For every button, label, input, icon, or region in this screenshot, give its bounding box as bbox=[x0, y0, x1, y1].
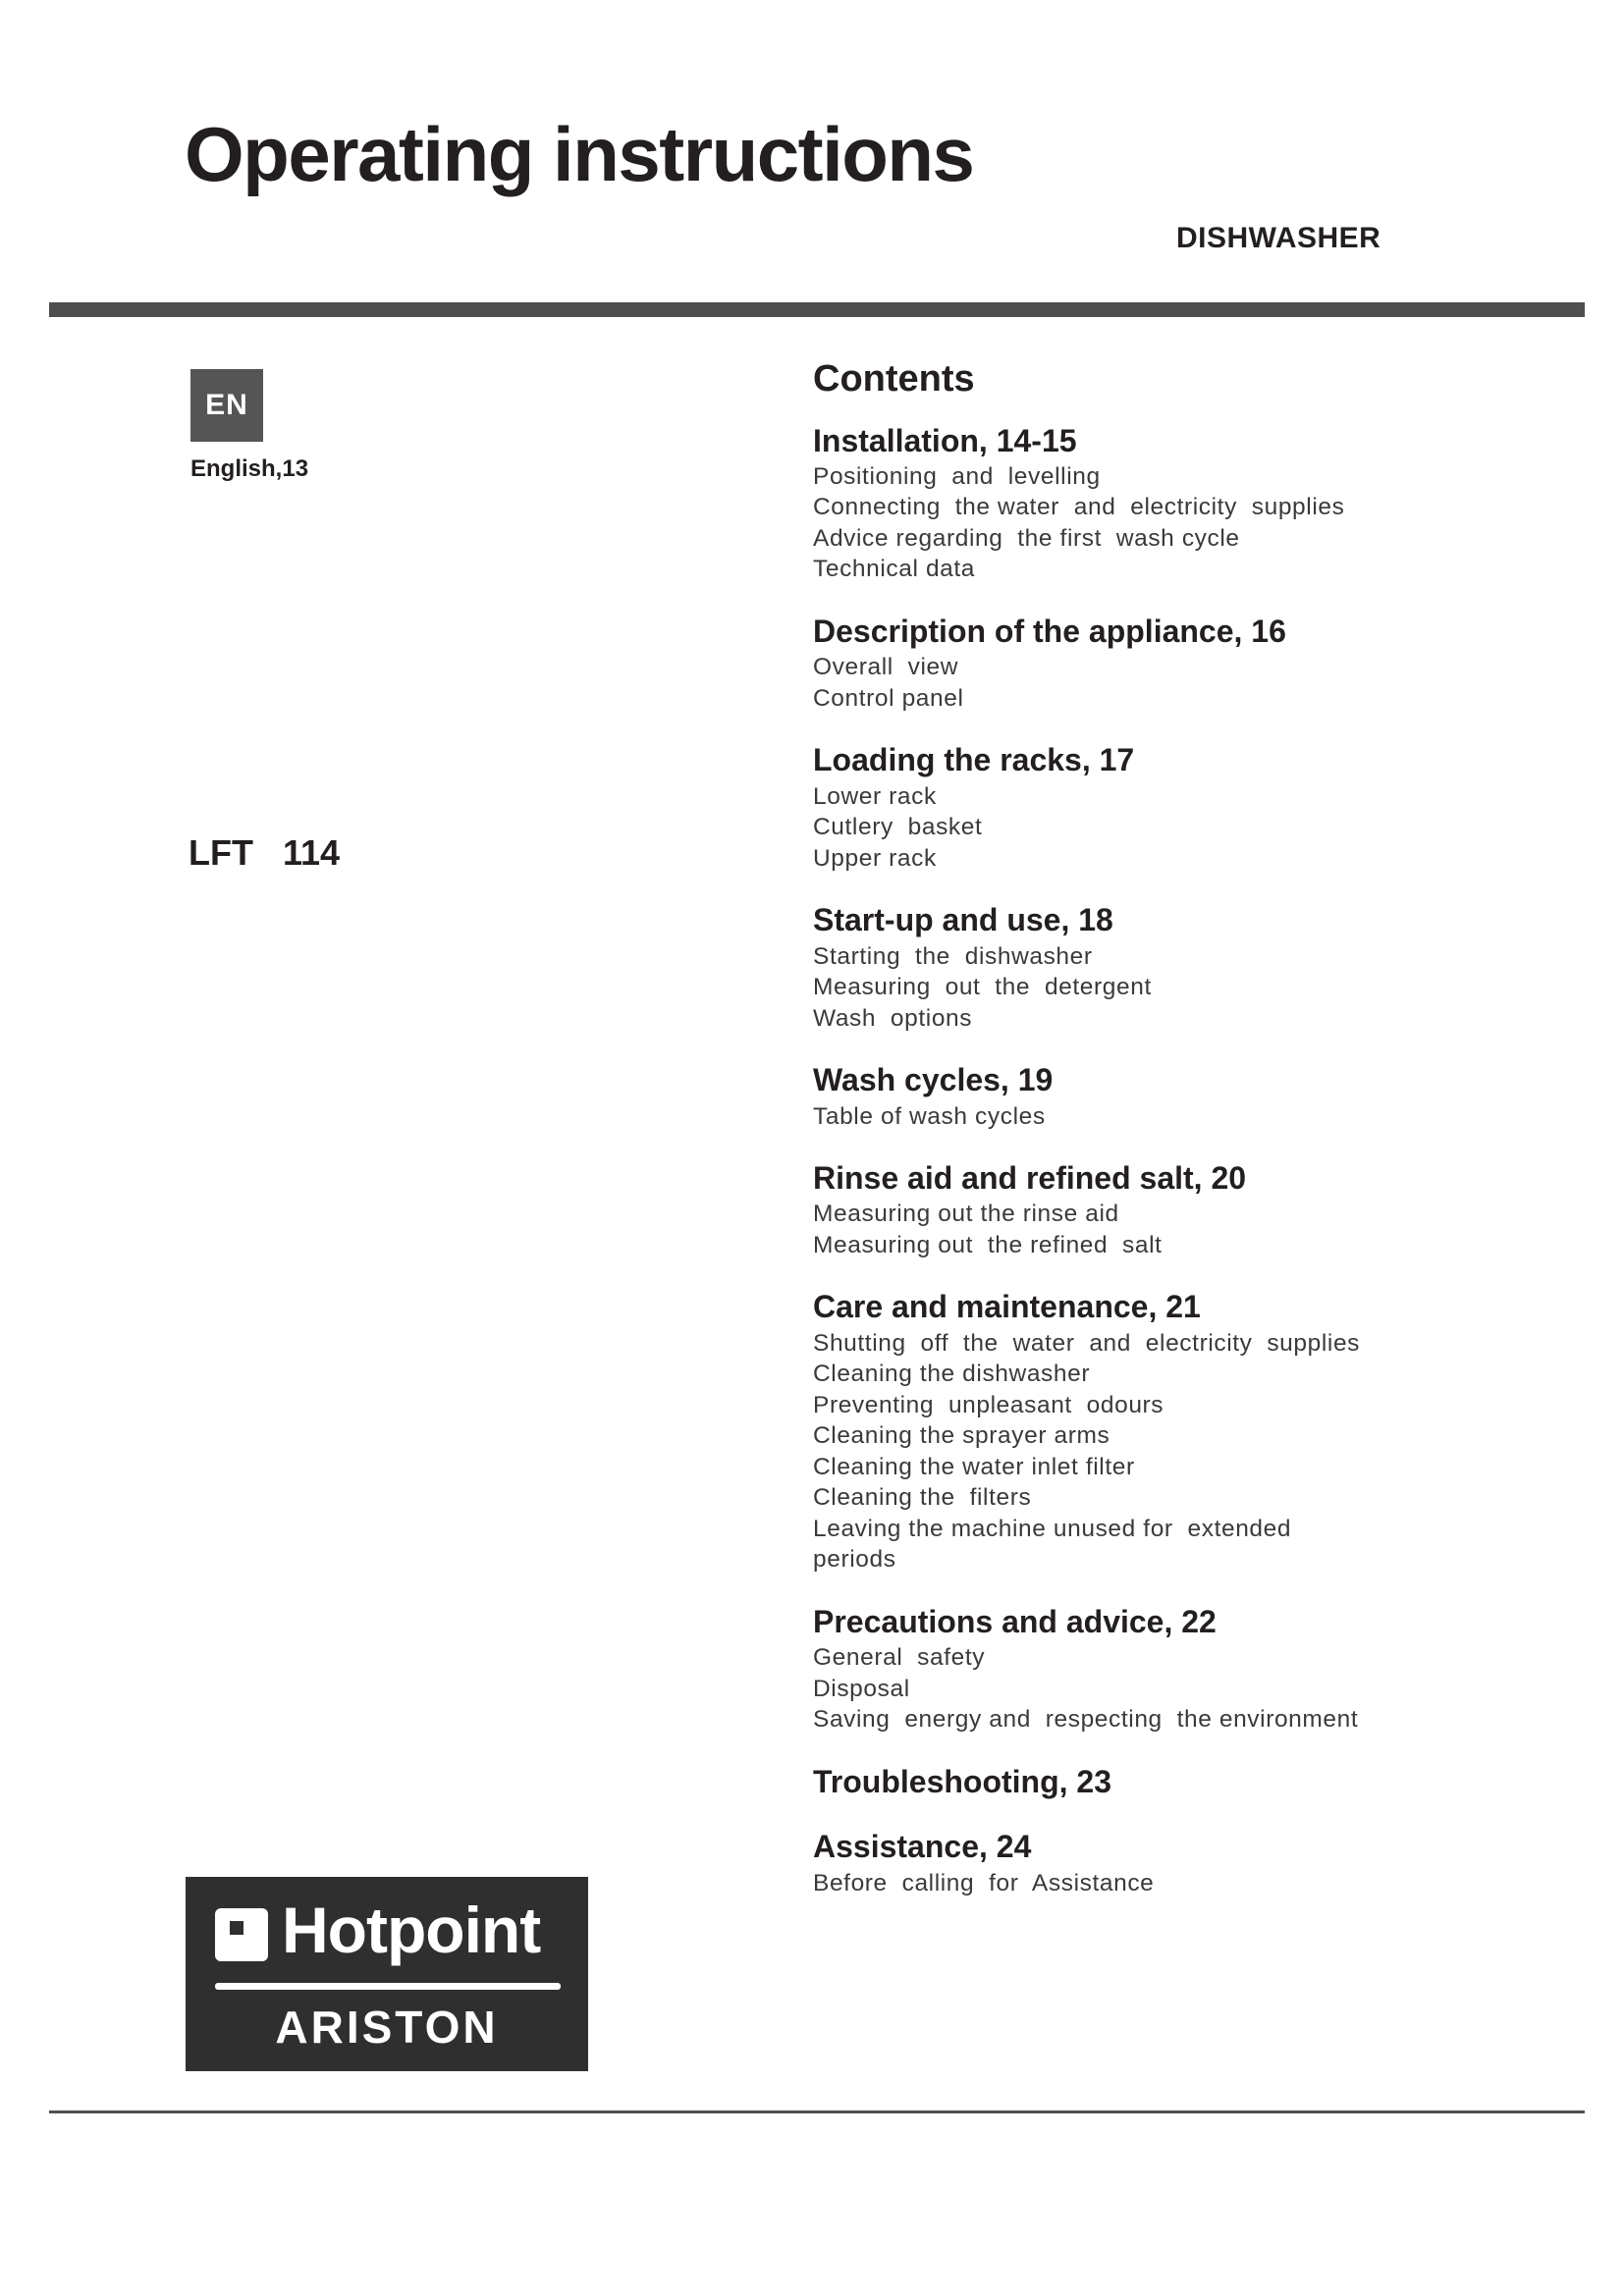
list-item: Cutlery basket bbox=[813, 814, 983, 841]
contents-section bbox=[813, 1288, 1559, 1575]
page-title: Operating instructions bbox=[185, 111, 974, 197]
list-item: Measuring out the refined salt bbox=[813, 1231, 1163, 1258]
contents-section bbox=[813, 741, 1559, 874]
section-item-list bbox=[813, 941, 1559, 1035]
logo-sub-text: ARISTON bbox=[275, 2002, 499, 2053]
section-item-list bbox=[813, 1101, 1559, 1133]
section-item-list bbox=[813, 1328, 1559, 1575]
section-title: Description of the appliance, 16 bbox=[813, 613, 1286, 649]
list-item: Overall view bbox=[813, 654, 959, 681]
contents-sections bbox=[813, 422, 1559, 1898]
list-item: Table of wash cycles bbox=[813, 1102, 1046, 1130]
section-item-list bbox=[813, 781, 1559, 875]
list-item: Cleaning the water inlet filter bbox=[813, 1453, 1135, 1480]
top-divider bbox=[49, 302, 1585, 317]
list-item: Positioning and levelling bbox=[813, 462, 1101, 490]
section-item-list bbox=[813, 1199, 1559, 1260]
brand-logo bbox=[186, 1877, 588, 2071]
section-item-list bbox=[813, 652, 1559, 714]
logo-divider bbox=[215, 1983, 561, 1990]
list-item: Measuring out the detergent bbox=[813, 974, 1152, 1001]
section-item-list bbox=[813, 1868, 1559, 1899]
language-badge: EN bbox=[190, 369, 263, 442]
section-title: Troubleshooting, 23 bbox=[813, 1763, 1112, 1799]
section-title: Assistance, 24 bbox=[813, 1829, 1032, 1865]
list-item: Shutting off the water and electricity supplies bbox=[813, 1329, 1361, 1357]
list-item: Wash options bbox=[813, 1004, 973, 1032]
section-title: Installation, 14-15 bbox=[813, 422, 1077, 458]
table-of-contents bbox=[813, 357, 1559, 1926]
list-item: Advice regarding the first wash cycle bbox=[813, 524, 1240, 552]
section-item-list bbox=[813, 1642, 1559, 1735]
list-item: Saving energy and respecting the environment bbox=[813, 1706, 1359, 1734]
language-label: English,13 bbox=[190, 455, 309, 482]
section-title: Rinse aid and refined salt, 20 bbox=[813, 1160, 1247, 1197]
list-item: Leaving the machine unused for extended bbox=[813, 1515, 1292, 1542]
list-item: periods bbox=[813, 1546, 896, 1574]
list-item: Cleaning the sprayer arms bbox=[813, 1422, 1110, 1450]
logo-square-icon bbox=[215, 1908, 268, 1961]
list-item: Disposal bbox=[813, 1675, 910, 1702]
contents-section bbox=[813, 901, 1559, 1034]
product-type: DISHWASHER bbox=[1176, 222, 1381, 254]
contents-section bbox=[813, 1763, 1559, 1800]
section-title: Start-up and use, 18 bbox=[813, 902, 1113, 938]
list-item: General safety bbox=[813, 1644, 986, 1672]
bottom-divider bbox=[49, 2110, 1585, 2113]
contents-section bbox=[813, 1061, 1559, 1132]
list-item: Measuring out the rinse aid bbox=[813, 1201, 1119, 1228]
model-number: LFT 114 bbox=[189, 832, 341, 873]
contents-heading: Contents bbox=[813, 358, 975, 400]
section-title: Precautions and advice, 22 bbox=[813, 1603, 1217, 1639]
section-title: Loading the racks, 17 bbox=[813, 742, 1135, 778]
section-title: Wash cycles, 19 bbox=[813, 1062, 1054, 1098]
contents-section bbox=[813, 1828, 1559, 1898]
list-item: Lower rack bbox=[813, 782, 937, 810]
contents-section bbox=[813, 1603, 1559, 1735]
list-item: Preventing unpleasant odours bbox=[813, 1391, 1164, 1418]
contents-section bbox=[813, 613, 1559, 714]
logo-brand-text: Hotpoint bbox=[282, 1894, 541, 1966]
list-item: Starting the dishwasher bbox=[813, 942, 1093, 970]
section-item-list bbox=[813, 461, 1559, 585]
contents-section bbox=[813, 1159, 1559, 1260]
list-item: Control panel bbox=[813, 684, 964, 712]
list-item: Technical data bbox=[813, 556, 976, 583]
list-item: Connecting the water and electricity supplies bbox=[813, 494, 1345, 521]
section-title: Care and maintenance, 21 bbox=[813, 1289, 1201, 1325]
list-item: Cleaning the dishwasher bbox=[813, 1361, 1091, 1388]
contents-section bbox=[813, 422, 1559, 585]
list-item: Before calling for Assistance bbox=[813, 1869, 1155, 1896]
list-item: Upper rack bbox=[813, 844, 937, 872]
list-item: Cleaning the filters bbox=[813, 1484, 1032, 1512]
